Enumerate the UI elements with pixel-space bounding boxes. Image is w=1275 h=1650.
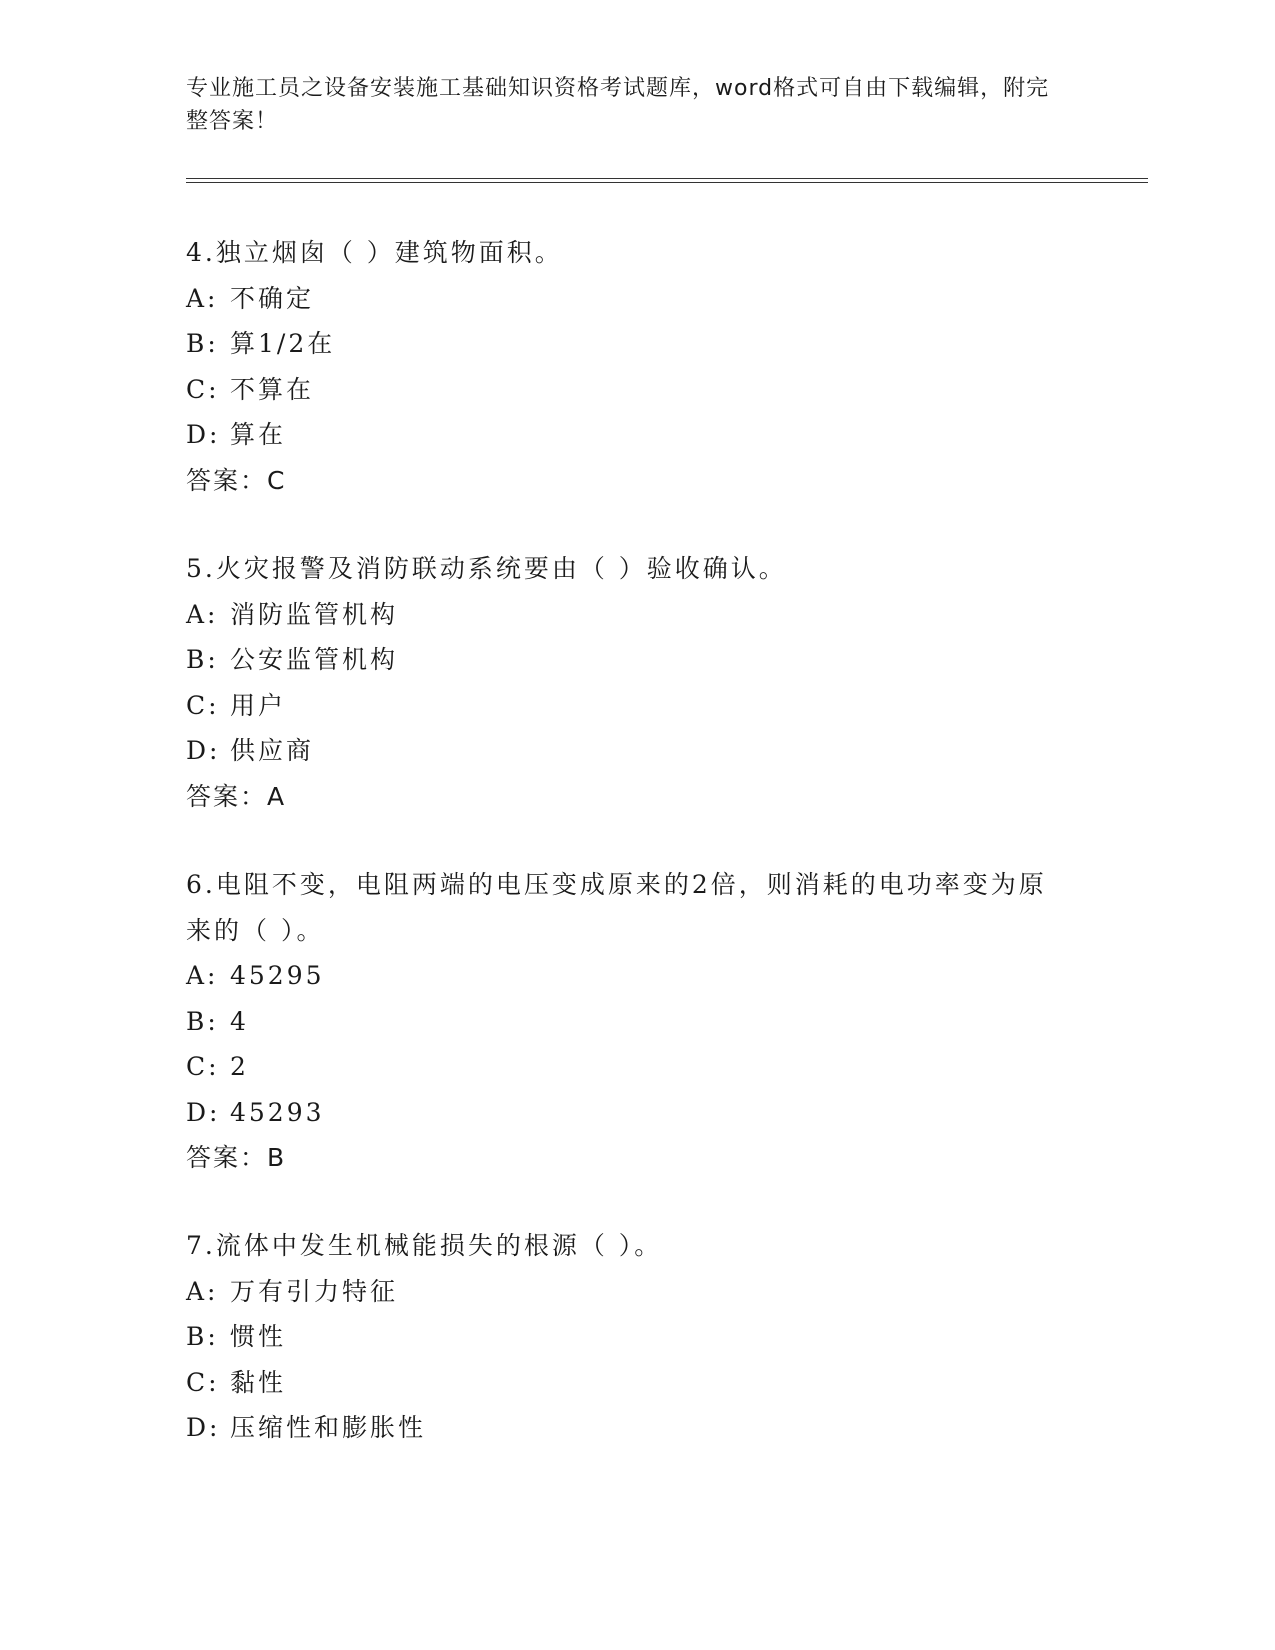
- option-key: A:: [186, 1276, 219, 1306]
- option-key: B:: [186, 1006, 219, 1036]
- answer-line: 答案：B: [186, 1143, 287, 1172]
- header-divider-top: [186, 178, 1148, 179]
- option-text: 算在: [230, 420, 287, 449]
- question-4: [186, 230, 1066, 503]
- option-c: [186, 1044, 1066, 1090]
- option-key: C:: [186, 374, 220, 404]
- option-text: 不算在: [230, 374, 315, 404]
- option-key: C:: [186, 690, 220, 720]
- option-d: [186, 412, 1066, 458]
- option-c: [186, 683, 1066, 729]
- option-text: 黏性: [230, 1367, 287, 1397]
- option-key: D:: [186, 420, 221, 449]
- option-key: A:: [186, 599, 219, 629]
- option-text: 压缩性和膨胀性: [230, 1413, 427, 1442]
- answer-line: 答案：C: [186, 465, 287, 495]
- option-key: C:: [186, 1052, 220, 1081]
- option-key: B:: [186, 1322, 219, 1351]
- option-b: [186, 1314, 1066, 1360]
- option-key: A:: [186, 961, 219, 990]
- question-stem: 7.流体中发生机械能损失的根源（ ）。: [186, 1231, 663, 1260]
- option-a: [186, 276, 1066, 322]
- option-text: 公安监管机构: [230, 645, 399, 674]
- option-key: B:: [186, 645, 219, 674]
- question-7: [186, 1223, 1066, 1451]
- option-text: 供应商: [230, 736, 315, 765]
- option-b: [186, 321, 1066, 367]
- option-key: B:: [186, 329, 219, 358]
- option-text: 用户: [230, 690, 287, 720]
- option-c: [186, 367, 1066, 413]
- header-divider-bottom: [186, 182, 1148, 183]
- option-key: D:: [186, 1097, 221, 1127]
- question-stem: 4.独立烟囱（ ）建筑物面积。: [186, 238, 563, 267]
- answer-line: 答案：A: [186, 781, 287, 811]
- option-b: [186, 999, 1066, 1045]
- option-text: 4: [230, 1006, 249, 1036]
- question-stem: 5.火灾报警及消防联动系统要由（ ）验收确认。: [186, 554, 787, 583]
- option-text: 不确定: [230, 283, 315, 313]
- option-text: 惯性: [230, 1322, 287, 1351]
- option-a: [186, 1269, 1066, 1315]
- option-c: [186, 1360, 1066, 1406]
- option-key: A:: [186, 283, 219, 313]
- option-key: D:: [186, 736, 221, 765]
- option-b: [186, 637, 1066, 683]
- option-d: [186, 1405, 1066, 1451]
- document-intro: 专业施工员之设备安装施工基础知识资格考试题库，word格式可自由下载编辑，附完整答案！: [186, 76, 1050, 134]
- option-d: [186, 728, 1066, 774]
- option-text: 消防监管机构: [230, 599, 399, 629]
- option-text: 2: [230, 1052, 249, 1081]
- option-text: 算1/2在: [230, 329, 336, 358]
- option-d: [186, 1090, 1066, 1136]
- option-text: 45295: [230, 961, 325, 990]
- option-a: [186, 592, 1066, 638]
- option-key: C:: [186, 1367, 220, 1397]
- question-5: [186, 546, 1066, 819]
- option-text: 万有引力特征: [230, 1276, 399, 1306]
- option-key: D:: [186, 1413, 221, 1442]
- option-text: 45293: [230, 1097, 325, 1127]
- question-stem: 6.电阻不变，电阻两端的电压变成原来的2倍，则消耗的电功率变为原来的（ ）。: [186, 870, 1047, 945]
- option-a: [186, 953, 1066, 999]
- question-6: [186, 862, 1066, 1181]
